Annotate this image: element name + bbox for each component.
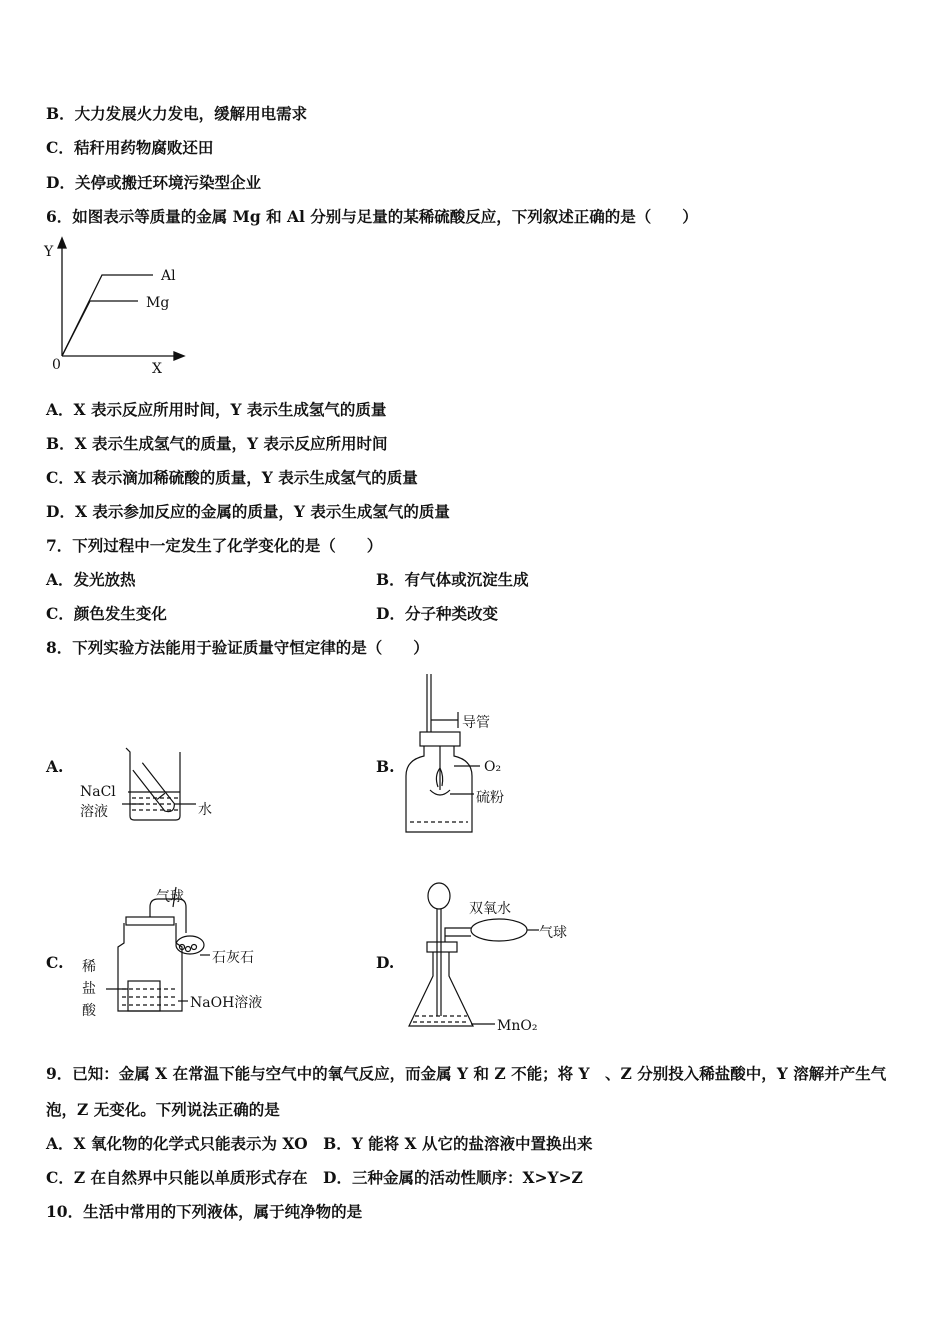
al-series-line [62, 275, 153, 356]
q9-stem-2: 泡，Z 无变化。下列说法正确的是 [46, 1100, 280, 1119]
q6-option-b: B．X 表示生成氢气的质量，Y 表示反应所用时间 [46, 434, 388, 453]
q8-label-a: A. [46, 757, 64, 776]
q6-option-d: D．X 表示参加反应的金属的质量，Y 表示生成氢气的质量 [46, 502, 450, 521]
sulfur-label: 硫粉 [476, 790, 504, 806]
origin-label: 0 [52, 357, 61, 373]
q7-option-c: C．颜色发生变化 [46, 604, 167, 623]
q6-option-a: A．X 表示反应所用时间，Y 表示生成氢气的质量 [46, 400, 387, 419]
acid-label-1: 稀 [82, 959, 96, 975]
q5-option-c: C．秸秆用药物腐败还田 [46, 138, 214, 157]
q8-stem: 8．下列实验方法能用于验证质量守恒定律的是（ ） [46, 638, 429, 657]
q9-options-ab: A．X 氧化物的化学式只能表示为 XO B．Y 能将 X 从它的盐溶液中置换出来 [46, 1134, 593, 1153]
q8-label-c: C. [46, 953, 64, 972]
q8-label-d: D. [376, 953, 395, 972]
q8-figure-b [400, 672, 530, 842]
al-series-label: Al [161, 268, 176, 284]
x-axis-arrow [174, 352, 184, 360]
q6-stem: 6．如图表示等质量的金属 Mg 和 Al 分别与足量的某稀硫酸反应，下列叙述正确的是（ ） [46, 207, 698, 226]
water-label: 水 [198, 802, 212, 818]
gas-jar [406, 746, 472, 832]
q7-option-a: A．发光放热 [46, 570, 136, 589]
y-axis-arrow [58, 238, 66, 248]
q8-figure-a [78, 740, 228, 830]
small-beaker [128, 981, 160, 1011]
acid-label-2: 盐 [82, 981, 96, 997]
flask-stopper [126, 917, 174, 925]
q6-option-c: C．X 表示滴加稀硫酸的质量，Y 表示生成氢气的质量 [46, 468, 418, 487]
acid-label-3: 酸 [82, 1003, 96, 1019]
q6-graph [40, 236, 190, 376]
flask-stopper [427, 942, 457, 952]
q8-figure-d [405, 880, 585, 1035]
limestone-label: 石灰石 [212, 950, 254, 966]
funnel-bulb [428, 883, 450, 909]
balloon-label: 气球 [539, 925, 567, 941]
q9-stem-1: 9．已知：金属 X 在常温下能与空气中的氧气反应，而金属 Y 和 Z 不能；将 Y 、Z 分别投入稀盐酸中，Y 溶解并产生气 [46, 1064, 887, 1083]
q10-stem: 10．生活中常用的下列液体，属于纯净物的是 [46, 1202, 363, 1221]
tube-label: 导管 [462, 715, 490, 731]
q5-option-b: B．大力发展火力发电，缓解用电需求 [46, 104, 308, 123]
naCl-label: NaCl [80, 784, 116, 800]
q7-option-b: B．有气体或沉淀生成 [376, 570, 529, 589]
balloon-label: 气球 [156, 889, 184, 905]
q7-option-d: D．分子种类改变 [376, 604, 498, 623]
q8-figure-c [78, 885, 298, 1025]
solution-label: 溶液 [80, 804, 108, 820]
q7-stem: 7．下列过程中一定发生了化学变化的是（ ） [46, 536, 383, 555]
stopper [420, 732, 460, 746]
q8-label-b: B. [376, 757, 395, 776]
test-tube [133, 763, 177, 815]
spoon [430, 790, 450, 795]
peroxide-label: 双氧水 [469, 901, 511, 917]
y-axis-label: Y [44, 244, 54, 260]
side-tube [445, 928, 471, 942]
q9-options-cd: C．Z 在自然界中只能以单质形式存在 D．三种金属的活动性顺序：X>Y>Z [46, 1168, 583, 1187]
x-axis-label: X [152, 361, 162, 377]
naoh-label: NaOH溶液 [190, 995, 263, 1011]
balloon [471, 919, 527, 941]
mno2-label: MnO₂ [497, 1018, 538, 1034]
mg-series-label: Mg [146, 295, 170, 311]
mg-series-line [62, 301, 138, 356]
beaker [126, 748, 180, 820]
o2-label: O₂ [484, 759, 502, 775]
q5-option-d: D．关停或搬迁环境污染型企业 [46, 173, 261, 192]
